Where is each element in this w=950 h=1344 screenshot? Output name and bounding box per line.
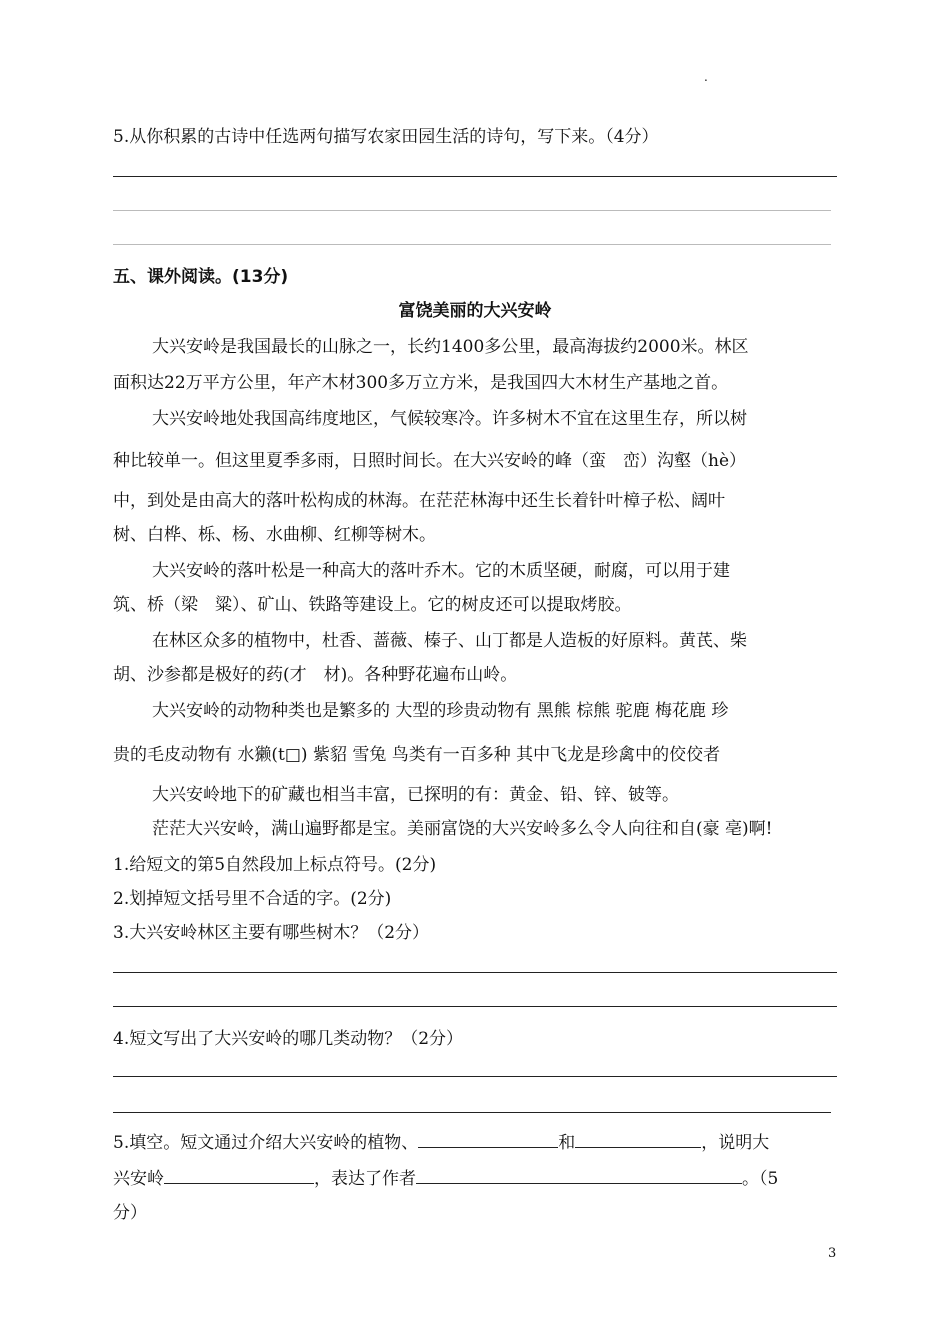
article-line: 中，到处是由高大的落叶松构成的林海。在茫茫林海中还生长着针叶樟子松、阔叶 — [113, 491, 725, 511]
answer-line[interactable] — [113, 972, 837, 973]
question-5-line-2 — [113, 1164, 778, 1189]
blank-field[interactable] — [164, 1166, 314, 1184]
question-5-text: 兴安岭 — [113, 1169, 164, 1189]
article-line: 茫茫大兴安岭，满山遍野都是宝。美丽富饶的大兴安岭多么令人向往和自(豪 亳)啊! — [152, 819, 773, 839]
section-heading: 五、课外阅读。(13分) — [113, 267, 289, 287]
top-mark: . — [704, 70, 708, 84]
article-line: 大兴安岭的落叶松是一种高大的落叶乔木。它的木质坚硬，耐腐，可以用于建 — [152, 561, 730, 581]
blank-field[interactable] — [575, 1130, 701, 1148]
answer-line[interactable] — [113, 210, 831, 211]
article-title: 富饶美丽的大兴安岭 — [398, 301, 552, 321]
article-line: 面积达22万平方公里，年产木材300多万立方米，是我国四大木材生产基地之首。 — [113, 373, 729, 393]
question-1: 1.给短文的第5自然段加上标点符号。(2分) — [113, 855, 437, 875]
answer-line[interactable] — [113, 1076, 837, 1077]
article-line: 大兴安岭是我国最长的山脉之一，长约1400多公里，最高海拔约2000米。林区 — [152, 337, 749, 357]
question-5-line-3: 分） — [113, 1203, 147, 1223]
article-line: 贵的毛皮动物有 水獭(t□) 紫貂 雪兔 鸟类有一百多种 其中飞龙是珍禽中的佼佼者 — [113, 745, 721, 765]
article-line: 大兴安岭地处我国高纬度地区，气候较寒冷。许多树木不宜在这里生存，所以树 — [152, 409, 747, 429]
blank-field[interactable] — [418, 1130, 558, 1148]
article-line: 筑、桥（梁 粱）、矿山、铁路等建设上。它的树皮还可以提取烤胶。 — [113, 595, 632, 615]
article-line: 胡、沙参都是极好的药(才 材)。各种野花遍布山岭。 — [113, 665, 518, 685]
article-line: 大兴安岭地下的矿藏也相当丰富，已探明的有：黄金、铅、锌、铍等。 — [152, 785, 679, 805]
question-5-previous: 5.从你积累的古诗中任选两句描写农家田园生活的诗句，写下来。（4分） — [113, 127, 659, 147]
article-line: 种比较单一。但这里夏季多雨，日照时间长。在大兴安岭的峰（蛮 峦）沟壑（hè） — [113, 451, 747, 471]
article-line: 树、白桦、栎、杨、水曲柳、红柳等树木。 — [113, 525, 436, 545]
question-2: 2.划掉短文括号里不合适的字。(2分) — [113, 889, 392, 909]
article-line: 大兴安岭的动物种类也是繁多的 大型的珍贵动物有 黑熊 棕熊 驼鹿 梅花鹿 珍 — [152, 701, 729, 721]
answer-line[interactable] — [113, 1112, 831, 1113]
question-5-text: 和 — [558, 1133, 576, 1153]
question-5-text: 。（5 — [742, 1169, 779, 1189]
page-number: 3 — [828, 1246, 837, 1261]
question-5-text: 5.填空。短文通过介绍大兴安岭的植物、 — [113, 1133, 419, 1153]
answer-line[interactable] — [113, 244, 831, 245]
question-5-text: ，说明大 — [701, 1133, 770, 1153]
question-3: 3.大兴安岭林区主要有哪些树木？（2分） — [113, 923, 430, 943]
question-5-text: ，表达了作者 — [314, 1169, 416, 1189]
blank-field[interactable] — [416, 1166, 742, 1184]
question-4: 4.短文写出了大兴安岭的哪几类动物？（2分） — [113, 1029, 464, 1049]
answer-line[interactable] — [113, 176, 837, 177]
answer-line[interactable] — [113, 1006, 837, 1007]
article-line: 在林区众多的植物中，杜香、蔷薇、榛子、山丁都是人造板的好原料。黄芪、柴 — [152, 631, 747, 651]
question-5-line-1 — [113, 1128, 769, 1153]
